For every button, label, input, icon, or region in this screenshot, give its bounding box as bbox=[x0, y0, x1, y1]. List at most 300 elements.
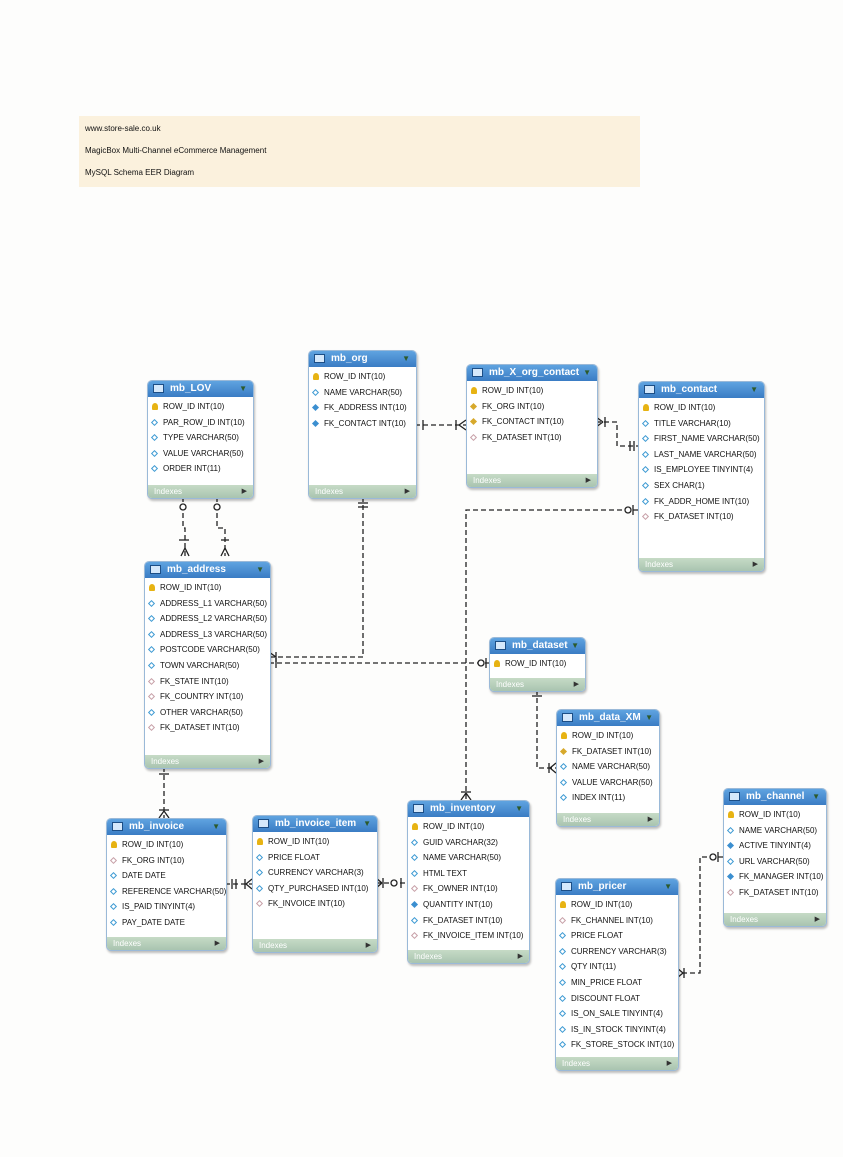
primary-key-icon bbox=[561, 732, 567, 739]
foreign-key-icon bbox=[312, 404, 319, 411]
header-website: www.store-sale.co.uk bbox=[85, 124, 161, 133]
table-icon bbox=[729, 792, 740, 801]
column-label: DATE DATE bbox=[122, 871, 166, 881]
column-icon bbox=[560, 779, 567, 786]
column-icon bbox=[559, 1026, 566, 1033]
column-row[interactable] bbox=[556, 913, 678, 929]
column-label: LAST_NAME VARCHAR(50) bbox=[654, 449, 757, 459]
column-row[interactable] bbox=[253, 850, 377, 866]
indexes-label: Indexes bbox=[315, 487, 344, 496]
indexes-label: Indexes bbox=[154, 487, 183, 496]
foreign-key-icon bbox=[470, 403, 477, 410]
column-icon bbox=[110, 872, 117, 879]
column-icon bbox=[411, 854, 418, 861]
column-icon bbox=[256, 885, 263, 892]
column-label: URL VARCHAR(50) bbox=[739, 856, 810, 866]
column-label: FK_DATASET INT(10) bbox=[739, 887, 819, 897]
table-icon bbox=[153, 384, 164, 393]
column-label: IS_ON_SALE TINYINT(4) bbox=[571, 1009, 663, 1019]
column-row[interactable] bbox=[408, 897, 529, 913]
column-row[interactable] bbox=[639, 478, 764, 494]
column-label: FK_ORG INT(10) bbox=[122, 855, 185, 865]
column-label: ROW_ID INT(10) bbox=[160, 583, 222, 592]
column-icon bbox=[560, 794, 567, 801]
primary-key-icon bbox=[643, 404, 649, 411]
column-label: FK_DATASET INT(10) bbox=[160, 723, 240, 733]
column-row[interactable] bbox=[724, 823, 826, 839]
column-row[interactable] bbox=[148, 430, 253, 446]
foreign-key-icon bbox=[727, 842, 734, 849]
column-row[interactable] bbox=[148, 415, 253, 431]
column-row[interactable] bbox=[724, 854, 826, 870]
primary-key-icon bbox=[412, 823, 418, 830]
column-label: ROW_ID INT(10) bbox=[482, 386, 544, 395]
column-row[interactable] bbox=[107, 884, 226, 900]
column-icon bbox=[151, 465, 158, 472]
foreign-key-icon bbox=[256, 900, 263, 907]
table-icon bbox=[561, 882, 572, 891]
column-row[interactable] bbox=[467, 399, 597, 415]
column-label: PAY_DATE DATE bbox=[122, 917, 185, 927]
column-row[interactable] bbox=[556, 897, 678, 913]
column-label: FK_STORE_STOCK INT(10) bbox=[571, 1040, 675, 1050]
column-row[interactable] bbox=[556, 1006, 678, 1022]
column-label: CURRENCY VARCHAR(3) bbox=[571, 946, 667, 956]
table-name: mb_pricer bbox=[578, 881, 627, 892]
column-row[interactable] bbox=[408, 881, 529, 897]
column-icon bbox=[148, 615, 155, 622]
column-row[interactable] bbox=[639, 447, 764, 463]
primary-key-icon bbox=[560, 901, 566, 908]
indexes-footer[interactable] bbox=[556, 1057, 678, 1070]
foreign-key-icon bbox=[148, 724, 155, 731]
indexes-label: Indexes bbox=[113, 939, 142, 948]
expand-arrow-icon[interactable]: ▶ bbox=[404, 488, 410, 495]
column-row[interactable] bbox=[145, 596, 270, 612]
collapse-arrow-icon[interactable]: ▼ bbox=[363, 819, 371, 828]
column-icon bbox=[151, 434, 158, 441]
column-row[interactable] bbox=[557, 744, 659, 760]
column-icon bbox=[148, 662, 155, 669]
column-row[interactable] bbox=[556, 991, 678, 1007]
indexes-footer[interactable] bbox=[639, 558, 764, 571]
column-icon bbox=[151, 419, 158, 426]
column-row[interactable] bbox=[145, 580, 270, 596]
column-icon bbox=[110, 919, 117, 926]
column-row[interactable] bbox=[107, 837, 226, 853]
indexes-footer[interactable] bbox=[107, 937, 226, 950]
column-label: QTY INT(11) bbox=[571, 962, 617, 972]
foreign-key-icon bbox=[411, 932, 418, 939]
collapse-arrow-icon[interactable]: ▼ bbox=[645, 713, 653, 722]
foreign-key-icon bbox=[411, 885, 418, 892]
indexes-footer[interactable] bbox=[724, 913, 826, 926]
indexes-footer[interactable] bbox=[253, 939, 377, 952]
table-mb-contact[interactable] bbox=[638, 381, 765, 572]
column-label: ROW_ID INT(10) bbox=[122, 840, 184, 849]
indexes-footer[interactable] bbox=[309, 485, 416, 498]
table-mb-invoice-item[interactable] bbox=[252, 815, 378, 953]
column-row[interactable] bbox=[556, 959, 678, 975]
foreign-key-icon bbox=[312, 420, 319, 427]
column-label: QUANTITY INT(10) bbox=[423, 899, 493, 909]
column-row[interactable] bbox=[408, 913, 529, 929]
collapse-arrow-icon[interactable]: ▼ bbox=[571, 641, 579, 650]
foreign-key-icon bbox=[470, 418, 477, 425]
column-row[interactable] bbox=[145, 642, 270, 658]
expand-arrow-icon[interactable]: ▶ bbox=[517, 953, 523, 960]
table-icon bbox=[644, 385, 655, 394]
indexes-label: Indexes bbox=[645, 560, 674, 569]
column-icon bbox=[642, 498, 649, 505]
foreign-key-icon bbox=[148, 693, 155, 700]
column-row[interactable] bbox=[253, 834, 377, 850]
column-icon bbox=[642, 482, 649, 489]
column-row[interactable] bbox=[724, 885, 826, 901]
column-label: MIN_PRICE FLOAT bbox=[571, 977, 642, 987]
column-icon bbox=[727, 858, 734, 865]
column-label: FK_ADDR_HOME INT(10) bbox=[654, 496, 750, 506]
column-row[interactable] bbox=[145, 611, 270, 627]
foreign-key-icon bbox=[148, 678, 155, 685]
primary-key-icon bbox=[152, 403, 158, 410]
column-row[interactable] bbox=[639, 509, 764, 525]
indexes-footer[interactable] bbox=[490, 678, 585, 691]
column-row[interactable] bbox=[107, 899, 226, 915]
column-icon bbox=[559, 1041, 566, 1048]
foreign-key-icon bbox=[411, 901, 418, 908]
column-row[interactable] bbox=[557, 728, 659, 744]
table-header[interactable] bbox=[556, 879, 678, 895]
column-label: VALUE VARCHAR(50) bbox=[572, 777, 653, 787]
column-row[interactable] bbox=[408, 866, 529, 882]
primary-key-icon bbox=[313, 373, 319, 380]
table-mb-lov[interactable] bbox=[147, 380, 254, 499]
collapse-arrow-icon[interactable]: ▼ bbox=[750, 385, 758, 394]
column-label: IS_IN_STOCK TINYINT(4) bbox=[571, 1024, 666, 1034]
column-row[interactable] bbox=[639, 494, 764, 510]
column-label: NAME VARCHAR(50) bbox=[324, 387, 403, 397]
column-list bbox=[253, 832, 377, 915]
column-row[interactable] bbox=[309, 385, 416, 401]
column-row[interactable] bbox=[145, 720, 270, 736]
column-row[interactable] bbox=[467, 383, 597, 399]
column-row[interactable] bbox=[467, 430, 597, 446]
table-name: mb_channel bbox=[746, 791, 805, 802]
rel-channel-pricer bbox=[677, 857, 723, 973]
column-label: FK_MANAGER INT(10) bbox=[739, 872, 824, 882]
primary-key-icon bbox=[111, 841, 117, 848]
rel-xorgcontact-contact bbox=[596, 422, 638, 446]
collapse-arrow-icon[interactable]: ▼ bbox=[812, 792, 820, 801]
collapse-arrow-icon[interactable]: ▼ bbox=[256, 565, 264, 574]
expand-arrow-icon[interactable]: ▶ bbox=[752, 561, 758, 568]
indexes-label: Indexes bbox=[562, 1059, 591, 1068]
column-row[interactable] bbox=[145, 674, 270, 690]
indexes-label: Indexes bbox=[496, 680, 525, 689]
column-row[interactable] bbox=[556, 1037, 678, 1053]
collapse-arrow-icon[interactable]: ▼ bbox=[515, 804, 523, 813]
column-row[interactable] bbox=[639, 431, 764, 447]
table-name: mb_contact bbox=[661, 384, 718, 395]
expand-arrow-icon[interactable]: ▶ bbox=[573, 681, 579, 688]
table-mb-data-xm[interactable] bbox=[556, 709, 660, 827]
foreign-key-icon bbox=[560, 748, 567, 755]
column-row[interactable] bbox=[145, 705, 270, 721]
foreign-key-icon bbox=[642, 513, 649, 520]
expand-arrow-icon[interactable]: ▶ bbox=[241, 488, 247, 495]
foreign-key-icon bbox=[470, 434, 477, 441]
collapse-arrow-icon[interactable]: ▼ bbox=[402, 354, 410, 363]
column-label: ROW_ID INT(10) bbox=[423, 822, 485, 831]
column-list bbox=[148, 397, 253, 480]
column-row[interactable] bbox=[309, 400, 416, 416]
indexes-footer[interactable] bbox=[408, 950, 529, 963]
column-icon bbox=[148, 600, 155, 607]
expand-arrow-icon[interactable]: ▶ bbox=[214, 940, 220, 947]
column-icon bbox=[559, 979, 566, 986]
indexes-label: Indexes bbox=[151, 757, 180, 766]
column-label: FK_DATASET INT(10) bbox=[482, 432, 562, 442]
table-icon bbox=[472, 368, 483, 377]
table-header[interactable] bbox=[408, 801, 529, 817]
table-mb-org[interactable] bbox=[308, 350, 417, 499]
column-icon bbox=[256, 869, 263, 876]
column-row[interactable] bbox=[145, 658, 270, 674]
column-icon bbox=[110, 888, 117, 895]
rel-org-address bbox=[269, 497, 363, 657]
column-icon bbox=[151, 450, 158, 457]
column-icon bbox=[559, 932, 566, 939]
column-icon bbox=[559, 995, 566, 1002]
column-row[interactable] bbox=[408, 835, 529, 851]
table-icon bbox=[413, 804, 424, 813]
column-list bbox=[408, 817, 529, 947]
column-label: NAME VARCHAR(50) bbox=[423, 853, 502, 863]
indexes-footer[interactable] bbox=[145, 755, 270, 768]
expand-arrow-icon[interactable]: ▶ bbox=[258, 758, 264, 765]
column-list bbox=[639, 398, 764, 528]
column-label: QTY_PURCHASED INT(10) bbox=[268, 883, 369, 893]
column-row[interactable] bbox=[639, 400, 764, 416]
column-label: FK_DATASET INT(10) bbox=[654, 512, 734, 522]
column-icon bbox=[312, 389, 319, 396]
column-row[interactable] bbox=[467, 414, 597, 430]
expand-arrow-icon[interactable]: ▶ bbox=[585, 477, 591, 484]
expand-arrow-icon[interactable]: ▶ bbox=[365, 942, 371, 949]
expand-arrow-icon[interactable]: ▶ bbox=[814, 916, 820, 923]
table-mb-dataset[interactable] bbox=[489, 637, 586, 692]
column-row[interactable] bbox=[148, 461, 253, 477]
column-label: PRICE FLOAT bbox=[268, 852, 320, 862]
foreign-key-icon bbox=[727, 873, 734, 880]
collapse-arrow-icon[interactable]: ▼ bbox=[212, 822, 220, 831]
column-label: NAME VARCHAR(50) bbox=[739, 825, 818, 835]
column-icon bbox=[148, 631, 155, 638]
column-list bbox=[556, 895, 678, 1056]
column-label: FK_CHANNEL INT(10) bbox=[571, 915, 653, 925]
column-row[interactable] bbox=[724, 869, 826, 885]
collapse-arrow-icon[interactable]: ▼ bbox=[583, 368, 591, 377]
table-mb-invoice[interactable] bbox=[106, 818, 227, 951]
column-label: NAME VARCHAR(50) bbox=[572, 762, 651, 772]
table-icon bbox=[258, 819, 269, 828]
column-row[interactable] bbox=[724, 807, 826, 823]
column-label: TOWN VARCHAR(50) bbox=[160, 660, 240, 670]
table-mb-x-org-contact[interactable] bbox=[466, 364, 598, 488]
column-label: FK_OWNER INT(10) bbox=[423, 884, 498, 894]
indexes-footer[interactable] bbox=[557, 813, 659, 826]
column-icon bbox=[559, 1010, 566, 1017]
column-label: FK_CONTACT INT(10) bbox=[324, 418, 406, 428]
table-header[interactable] bbox=[467, 365, 597, 381]
column-label: GUID VARCHAR(32) bbox=[423, 837, 498, 847]
collapse-arrow-icon[interactable]: ▼ bbox=[239, 384, 247, 393]
column-label: IS_PAID TINYINT(4) bbox=[122, 902, 196, 912]
column-label: PRICE FLOAT bbox=[571, 931, 623, 941]
primary-key-icon bbox=[728, 811, 734, 818]
column-icon bbox=[110, 903, 117, 910]
column-list bbox=[467, 381, 597, 448]
column-row[interactable] bbox=[408, 850, 529, 866]
column-row[interactable] bbox=[557, 775, 659, 791]
column-row[interactable] bbox=[557, 759, 659, 775]
indexes-footer[interactable] bbox=[467, 474, 597, 487]
column-row[interactable] bbox=[408, 819, 529, 835]
column-label: FK_INVOICE_ITEM INT(10) bbox=[423, 931, 524, 941]
column-row[interactable] bbox=[556, 928, 678, 944]
foreign-key-icon bbox=[110, 857, 117, 864]
column-label: FIRST_NAME VARCHAR(50) bbox=[654, 434, 760, 444]
column-row[interactable] bbox=[309, 369, 416, 385]
table-name: mb_address bbox=[167, 564, 226, 575]
column-row[interactable] bbox=[253, 881, 377, 897]
column-label: FK_ADDRESS INT(10) bbox=[324, 403, 407, 413]
column-label: FK_STATE INT(10) bbox=[160, 676, 229, 686]
header-diagram-title: MySQL Schema EER Diagram bbox=[85, 168, 195, 177]
column-icon bbox=[642, 420, 649, 427]
table-header[interactable] bbox=[145, 562, 270, 578]
column-label: VALUE VARCHAR(50) bbox=[163, 448, 244, 458]
column-icon bbox=[559, 948, 566, 955]
column-list bbox=[724, 805, 826, 904]
column-icon bbox=[727, 827, 734, 834]
column-label: OTHER VARCHAR(50) bbox=[160, 707, 243, 717]
expand-arrow-icon[interactable]: ▶ bbox=[666, 1060, 672, 1067]
column-row[interactable] bbox=[408, 928, 529, 944]
column-row[interactable] bbox=[490, 656, 585, 672]
column-label: ROW_ID INT(10) bbox=[654, 403, 716, 412]
table-mb-channel[interactable] bbox=[723, 788, 827, 927]
column-row[interactable] bbox=[557, 790, 659, 806]
table-header[interactable] bbox=[490, 638, 585, 654]
column-label: IS_EMPLOYEE TINYINT(4) bbox=[654, 465, 753, 475]
column-label: DISCOUNT FLOAT bbox=[571, 993, 641, 1003]
indexes-footer[interactable] bbox=[148, 485, 253, 498]
column-row[interactable] bbox=[107, 915, 226, 931]
column-row[interactable] bbox=[724, 838, 826, 854]
column-row[interactable] bbox=[145, 627, 270, 643]
column-label: ACTIVE TINYINT(4) bbox=[739, 841, 811, 851]
indexes-label: Indexes bbox=[730, 915, 759, 924]
table-header[interactable] bbox=[107, 819, 226, 835]
column-label: CURRENCY VARCHAR(3) bbox=[268, 868, 364, 878]
column-row[interactable] bbox=[309, 416, 416, 432]
column-row[interactable] bbox=[145, 689, 270, 705]
column-icon bbox=[642, 435, 649, 442]
column-label: FK_DATASET INT(10) bbox=[423, 915, 503, 925]
table-header[interactable] bbox=[309, 351, 416, 367]
column-label: ADDRESS_L3 VARCHAR(50) bbox=[160, 629, 267, 639]
column-row[interactable] bbox=[253, 865, 377, 881]
column-row[interactable] bbox=[556, 975, 678, 991]
expand-arrow-icon[interactable]: ▶ bbox=[647, 816, 653, 823]
table-mb-pricer[interactable] bbox=[555, 878, 679, 1071]
column-label: ROW_ID INT(10) bbox=[739, 810, 801, 819]
column-label: POSTCODE VARCHAR(50) bbox=[160, 645, 260, 655]
table-header[interactable] bbox=[639, 382, 764, 398]
column-row[interactable] bbox=[639, 462, 764, 478]
table-header[interactable] bbox=[557, 710, 659, 726]
table-name: mb_org bbox=[331, 353, 368, 364]
table-header[interactable] bbox=[724, 789, 826, 805]
table-icon bbox=[314, 354, 325, 363]
column-label: FK_COUNTRY INT(10) bbox=[160, 692, 244, 702]
table-header[interactable] bbox=[148, 381, 253, 397]
collapse-arrow-icon[interactable]: ▼ bbox=[664, 882, 672, 891]
indexes-label: Indexes bbox=[259, 941, 288, 950]
column-icon bbox=[559, 963, 566, 970]
indexes-label: Indexes bbox=[563, 815, 592, 824]
column-row[interactable] bbox=[556, 944, 678, 960]
primary-key-icon bbox=[257, 838, 263, 845]
table-name: mb_data_XM bbox=[579, 712, 641, 723]
column-list bbox=[145, 578, 270, 739]
column-list bbox=[490, 654, 585, 675]
column-row[interactable] bbox=[556, 1022, 678, 1038]
table-mb-address[interactable] bbox=[144, 561, 271, 769]
table-name: mb_LOV bbox=[170, 383, 212, 394]
column-row[interactable] bbox=[639, 416, 764, 432]
column-label: ADDRESS_L2 VARCHAR(50) bbox=[160, 614, 267, 624]
table-name: mb_dataset bbox=[512, 640, 568, 651]
primary-key-icon bbox=[471, 387, 477, 394]
column-label: ROW_ID INT(10) bbox=[571, 900, 633, 909]
table-header[interactable] bbox=[253, 816, 377, 832]
column-label: ROW_ID INT(10) bbox=[572, 731, 634, 740]
column-row[interactable] bbox=[253, 896, 377, 912]
column-label: TYPE VARCHAR(50) bbox=[163, 433, 239, 443]
column-row[interactable] bbox=[148, 446, 253, 462]
column-row[interactable] bbox=[148, 399, 253, 415]
column-icon bbox=[560, 763, 567, 770]
column-list bbox=[557, 726, 659, 809]
column-label: FK_CONTACT INT(10) bbox=[482, 417, 564, 427]
column-row[interactable] bbox=[107, 868, 226, 884]
column-label: ROW_ID INT(10) bbox=[163, 402, 225, 411]
column-row[interactable] bbox=[107, 853, 226, 869]
column-label: REFERENCE VARCHAR(50) bbox=[122, 886, 227, 896]
rel-dataset-dataxm bbox=[537, 690, 556, 768]
column-list bbox=[309, 367, 416, 434]
column-icon bbox=[256, 854, 263, 861]
foreign-key-icon bbox=[727, 889, 734, 896]
primary-key-icon bbox=[494, 660, 500, 667]
table-mb-inventory[interactable] bbox=[407, 800, 530, 964]
table-icon bbox=[562, 713, 573, 722]
column-icon bbox=[148, 646, 155, 653]
indexes-label: Indexes bbox=[473, 476, 502, 485]
